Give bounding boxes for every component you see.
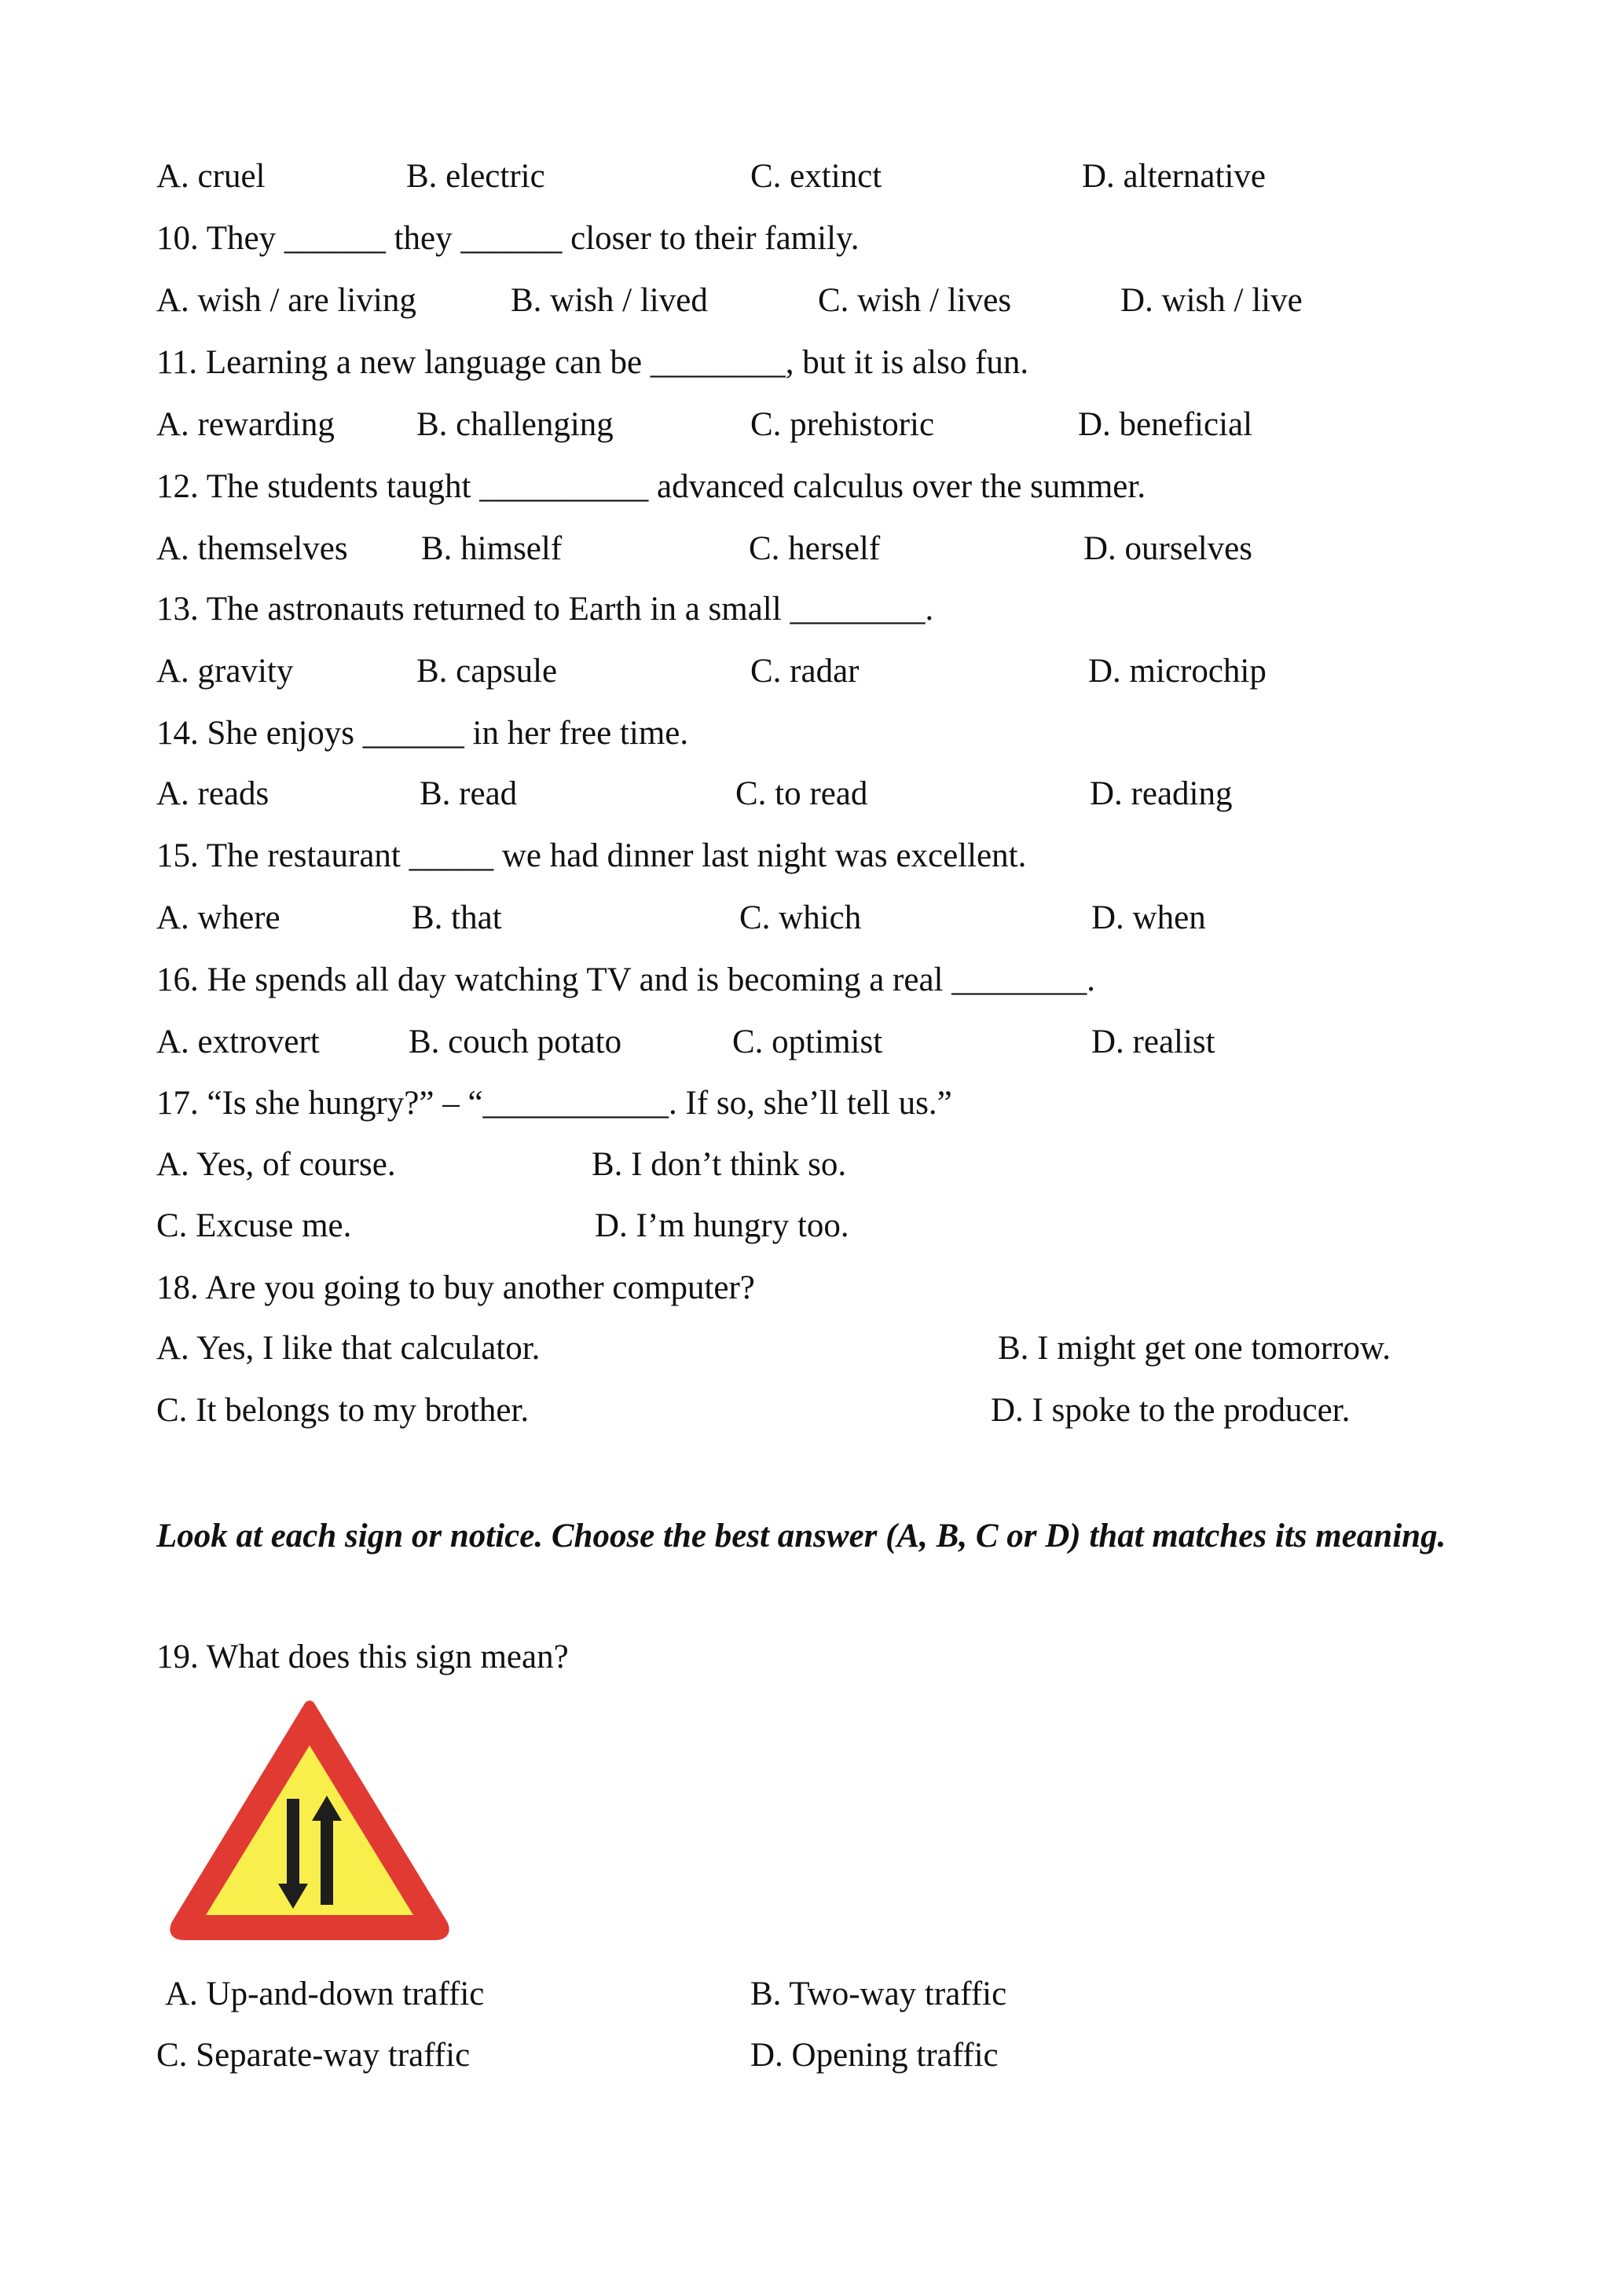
answer-option: C. which [739, 899, 862, 936]
answer-option: B. I might get one tomorrow. [998, 1330, 1391, 1367]
answer-option: D. microchip [1088, 653, 1267, 690]
answer-option: A. reads [156, 775, 269, 812]
answer-option: C. herself [749, 530, 881, 567]
question-stem: 13. The astronauts returned to Earth in a small ________. [156, 591, 934, 628]
answer-option: D. I’m hungry too. [595, 1207, 849, 1244]
answer-option: D. reading [1090, 775, 1233, 812]
question-stem: 18. Are you going to buy another computer? [156, 1269, 755, 1306]
question-stem: 17. “Is she hungry?” – “___________. If so, she’ll tell us.” [156, 1085, 952, 1122]
answer-option: C. prehistoric [750, 406, 935, 443]
question-stem: 16. He spends all day watching TV and is becoming a real ________. [156, 961, 1095, 998]
answer-option: C. optimist [732, 1023, 883, 1060]
two-way-traffic-sign-image [167, 1697, 452, 1944]
answer-option: A. Up-and-down traffic [165, 1976, 485, 2012]
answer-option: A. Yes, I like that calculator. [156, 1330, 541, 1367]
question-stem: 19. What does this sign mean? [156, 1639, 569, 1675]
answer-option: A. extrovert [156, 1023, 320, 1060]
answer-option: D. wish / live [1120, 282, 1303, 319]
answer-option: D. I spoke to the producer. [991, 1392, 1351, 1429]
answer-option: B. capsule [416, 653, 558, 690]
answer-option: D. ourselves [1083, 530, 1252, 567]
answer-option: C. It belongs to my brother. [156, 1392, 530, 1429]
down-arrow-icon [287, 1799, 299, 1889]
question-stem: 10. They ______ they ______ closer to their family. [156, 220, 860, 257]
answer-option: B. I don’t think so. [592, 1146, 847, 1183]
answer-option: D. Opening traffic [750, 2037, 999, 2074]
answer-option: B. himself [421, 530, 563, 567]
answer-option: B. couch potato [409, 1023, 622, 1060]
answer-option: B. challenging [416, 406, 614, 443]
up-arrow-icon [321, 1814, 333, 1905]
answer-option: A. Yes, of course. [156, 1146, 396, 1183]
answer-option: B. wish / lived [511, 282, 708, 319]
answer-option: A. themselves [156, 530, 348, 567]
answer-option: D. beneficial [1078, 406, 1253, 443]
answer-option: D. realist [1091, 1023, 1215, 1060]
section-instruction: Look at each sign or notice. Choose the best answer (A, B, C or D) that matches its meaning. [156, 1518, 1446, 1554]
answer-option: C. radar [750, 653, 860, 690]
answer-option: C. Excuse me. [156, 1207, 352, 1244]
answer-option: A. wish / are living [156, 282, 416, 319]
answer-option: B. Two-way traffic [750, 1976, 1007, 2012]
answer-option: A. where [156, 899, 280, 936]
question-stem: 14. She enjoys ______ in her free time. [156, 715, 689, 752]
answer-option: D. alternative [1082, 158, 1267, 195]
question-stem: 15. The restaurant _____ we had dinner last night was excellent. [156, 837, 1027, 874]
answer-option: A. cruel [156, 158, 266, 195]
answer-option: A. rewarding [156, 406, 335, 443]
question-stem: 11. Learning a new language can be ________, but it is also fun. [156, 344, 1029, 381]
question-stem: 12. The students taught __________ advanced calculus over the summer. [156, 468, 1146, 505]
answer-option: B. read [420, 775, 518, 812]
answer-option: C. extinct [750, 158, 882, 195]
answer-option: B. that [412, 899, 502, 936]
answer-option: A. gravity [156, 653, 294, 690]
answer-option: C. to read [735, 775, 868, 812]
answer-option: D. when [1091, 899, 1206, 936]
answer-option: C. Separate-way traffic [156, 2037, 471, 2074]
answer-option: B. electric [406, 158, 545, 195]
answer-option: C. wish / lives [818, 282, 1012, 319]
